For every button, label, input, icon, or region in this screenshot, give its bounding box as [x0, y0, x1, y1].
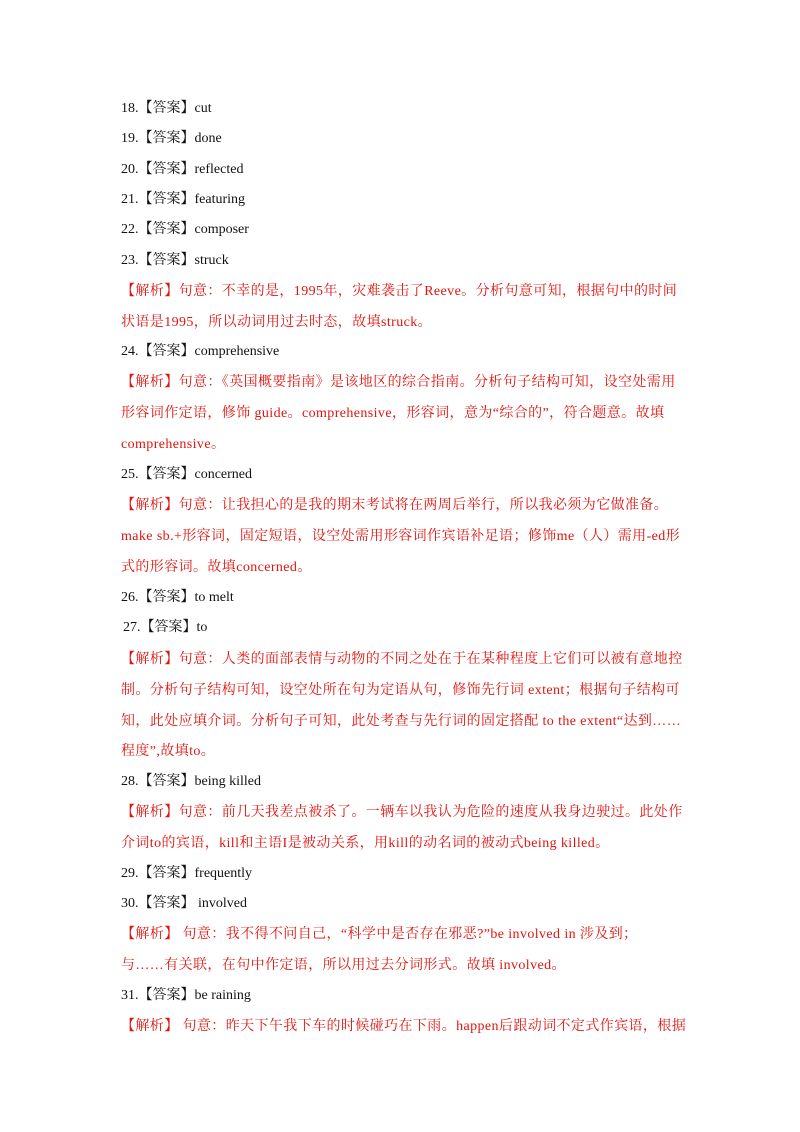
explanation-line: 程度”,故填to。 [121, 744, 216, 759]
explanation-line: 【解析】句意：前几天我差点被杀了。一辆车以我认为危险的速度从我身边驶过。此处作 [121, 805, 683, 820]
answer-line-19: 19.【答案】done [121, 131, 222, 146]
answer-line-25: 25.【答案】concerned [121, 467, 253, 482]
answer-line-23: 23.【答案】struck [121, 253, 229, 268]
explanation-line: make sb.+形容词，固定短语，设空处需用形容词作宾语补足语；修饰me（人）需用-ed形 [121, 529, 681, 544]
answer-line-21: 21.【答案】featuring [121, 192, 246, 207]
explanation-line: 形容词作定语，修饰 guide。comprehensive，形容词，意为“综合的”，符合题意。故填 [121, 406, 665, 421]
answer-line-22: 22.【答案】composer [121, 222, 249, 237]
explanation-line: 【解析】句意：《英国概要指南》是该地区的综合指南。分析句子结构可知，设空处需用 [121, 375, 676, 390]
answer-line-29: 29.【答案】frequently [121, 866, 253, 881]
explanation-line: comprehensive。 [121, 437, 226, 452]
explanation-line: 【解析】句意：人类的面部表情与动物的不同之处在于在某种程度上它们可以被有意地控 [121, 652, 683, 667]
answer-line-24: 24.【答案】comprehensive [121, 344, 280, 359]
explanation-line: 【解析】句意：不幸的是，1995年，灾难袭击了Reeve。分析句意可知，根据句中的时间 [121, 284, 678, 299]
explanation-line: 【解析】句意：让我担心的是我的期末考试将在两周后举行，所以我必须为它做准备。 [121, 498, 669, 513]
explanation-line: 知，此处应填介词。分析句子可知，此处考查与先行词的固定搭配 to the extent“达到…… [121, 714, 682, 729]
explanation-line: 【解析】 句意：我不得不问自己，“科学中是否存在邪恶?”be involved in 涉及到； [121, 927, 638, 942]
explanation-line: 与……有关联，在句中作定语，所以用过去分词形式。故填 involved。 [121, 958, 566, 973]
explanation-line: 介词to的宾语，kill和主语I是被动关系，用kill的动名词的被动式being killed。 [121, 836, 610, 851]
explanation-line: 制。分析句子结构可知，设空处所在句为定语从句，修饰先行词 extent；根据句子结构可 [121, 683, 680, 698]
answer-line-26: 26.【答案】to melt [121, 590, 234, 605]
explanation-line: 式的形容词。故填concerned。 [121, 560, 312, 575]
explanation-line: 状语是1995，所以动词用过去时态，故填struck。 [121, 315, 433, 330]
answer-line-18: 18.【答案】cut [121, 101, 212, 116]
explanation-line: 【解析】 句意：昨天下午我下车的时候碰巧在下雨。happen后跟动词不定式作宾语，根据 [121, 1019, 687, 1034]
answer-line-31: 31.【答案】be raining [121, 988, 251, 1003]
answer-line-30: 30.【答案】 involved [121, 896, 247, 911]
answer-line-28: 28.【答案】being killed [121, 774, 261, 789]
answer-line-20: 20.【答案】reflected [121, 162, 244, 177]
answer-line-27: 27.【答案】to [123, 620, 208, 635]
